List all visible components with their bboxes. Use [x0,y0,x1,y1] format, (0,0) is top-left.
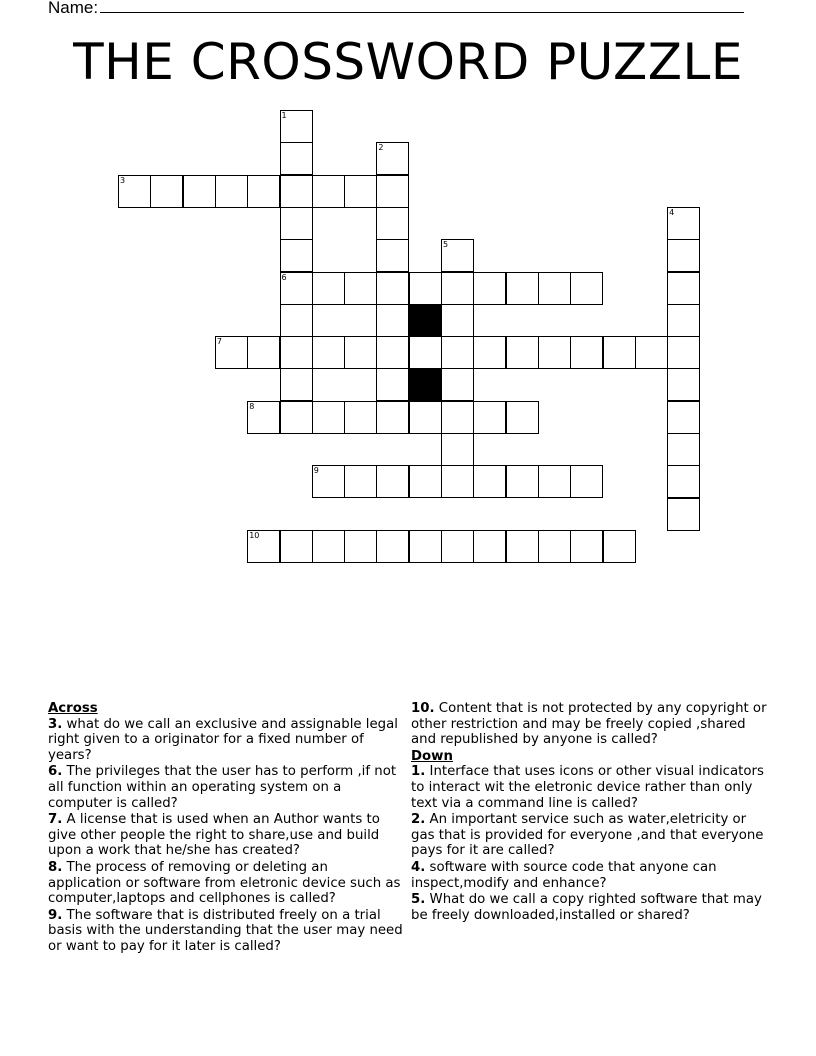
grid-cell[interactable] [667,465,700,498]
clue-across-7: 7. A license that is used when an Author wants to give other people the right to share,use and build upon a work that he/she has created? [48,812,380,859]
grid-cell[interactable] [667,433,700,466]
grid-cell[interactable] [376,304,409,337]
across-heading: Across [48,701,98,716]
name-label: Name: [48,0,99,17]
grid-cell[interactable] [667,239,700,272]
grid-cell[interactable] [667,498,700,531]
grid-cell[interactable] [376,336,409,369]
grid-cell[interactable] [376,142,409,175]
grid-cell[interactable] [538,336,571,369]
grid-cell[interactable] [247,401,280,434]
clue-number: 1 [281,111,287,120]
grid-cell[interactable] [667,368,700,401]
grid-cell[interactable] [441,239,474,272]
grid-cell[interactable] [312,336,345,369]
grid-cell[interactable] [344,465,377,498]
grid-cell[interactable] [280,207,313,240]
grid-cell[interactable] [441,401,474,434]
grid-cell[interactable] [603,336,636,369]
grid-cell[interactable] [473,465,506,498]
grid-cell[interactable] [376,401,409,434]
grid-cell[interactable] [603,530,636,563]
grid-cell[interactable] [183,175,216,208]
grid-cell[interactable] [409,272,442,305]
grid-cell[interactable] [344,272,377,305]
clue-down-1: 1. Interface that uses icons or other visual indicators to interact wit the eletronic device rather than only text via a command line is called? [411,764,764,811]
grid-cell[interactable] [344,530,377,563]
grid-cell[interactable] [667,401,700,434]
grid-cell[interactable] [280,239,313,272]
clue-across-9: 9. The software that is distributed freely on a trial basis with the understanding that the user may need or want to pay for it later is called? [48,907,403,954]
grid-cell[interactable] [570,530,603,563]
grid-cell[interactable] [667,336,700,369]
clue-number: 9 [313,466,319,476]
grid-cell[interactable] [376,207,409,240]
grid-cell[interactable] [441,433,474,466]
clue-down-4: 4. software with source code that anyone can inspect,modify and enhance? [411,859,717,891]
grid-cell[interactable] [538,272,571,305]
grid-cell[interactable] [570,272,603,305]
clue-across-3: 3. what do we call an exclusive and assignable legal right given to a originator for a fixed number of years? [48,716,398,763]
grid-cell[interactable] [635,336,668,369]
grid-cell[interactable] [506,272,539,305]
clue-down-5: 5. What do we call a copy righted software that may be freely downloaded,installed or shared? [411,892,762,923]
clues-column-right [411,701,771,924]
grid-cell[interactable] [376,368,409,401]
black-cell [409,304,442,337]
grid-cell[interactable] [312,175,345,208]
grid-cell[interactable] [441,530,474,563]
grid-cell[interactable] [215,336,248,369]
grid-cell[interactable] [667,272,700,305]
grid-cell[interactable] [280,142,313,175]
clue-across-6: 6. The privileges that the user has to perform ,if not all function within an operating system on a computer is called? [48,764,397,811]
grid-cell[interactable] [280,336,313,369]
grid-cell[interactable] [667,304,700,337]
grid-cell[interactable] [441,304,474,337]
grid-cell[interactable] [570,465,603,498]
clue-number: 10 [249,530,260,540]
grid-cell[interactable] [473,401,506,434]
grid-cell[interactable] [473,272,506,305]
grid-cell[interactable] [312,465,345,498]
grid-cell[interactable] [118,175,151,208]
clue-number: 3 [120,175,126,185]
grid-cell[interactable] [441,368,474,401]
grid-cell[interactable] [312,272,345,305]
grid-cell[interactable] [150,175,183,208]
grid-cell[interactable] [376,239,409,272]
grid-cell[interactable] [376,175,409,208]
grid-cell[interactable] [441,272,474,305]
clue-number: 6 [281,272,287,282]
grid-cell[interactable] [376,465,409,498]
black-cell [409,368,442,401]
grid-cell[interactable] [344,175,377,208]
clues-column-left [48,701,404,956]
grid-cell[interactable] [473,336,506,369]
grid-cell[interactable] [280,368,313,401]
grid-cell[interactable] [376,530,409,563]
grid-cell[interactable] [247,175,280,208]
grid-cell[interactable] [506,401,539,434]
grid-cell[interactable] [344,336,377,369]
clue-number: 8 [249,401,255,411]
grid-cell[interactable] [376,272,409,305]
grid-cell[interactable] [280,401,313,434]
grid-cell[interactable] [409,401,442,434]
grid-cell[interactable] [538,530,571,563]
clue-number: 2 [378,143,384,153]
clue-down-2: 2. An important service such as water,eletricity or gas that is provided for everyone ,and that everyone pays for it are called? [411,812,764,859]
clue-across-10: 10. Content that is not protected by any copyright or other restriction and may be freely copied ,shared and republished by anyone is called? [411,701,767,748]
grid-cell[interactable] [247,336,280,369]
grid-cell[interactable] [280,175,313,208]
page-title: THE CROSSWORD PUZZLE [73,33,743,91]
grid-cell[interactable] [312,530,345,563]
grid-cell[interactable] [409,336,442,369]
grid-cell[interactable] [506,465,539,498]
grid-cell[interactable] [344,401,377,434]
grid-cell[interactable] [409,530,442,563]
down-heading: Down [411,748,453,764]
clue-number: 4 [669,207,675,217]
clue-number: 7 [216,337,222,347]
grid-cell[interactable] [506,336,539,369]
grid-cell[interactable] [667,207,700,240]
grid-cell[interactable] [280,530,313,563]
grid-cell[interactable] [280,272,313,305]
grid-cell[interactable] [280,304,313,337]
grid-cell[interactable] [570,336,603,369]
grid-cell[interactable] [538,465,571,498]
grid-cell[interactable] [280,110,313,143]
grid-cell[interactable] [215,175,248,208]
grid-cell[interactable] [247,530,280,563]
grid-cell[interactable] [312,401,345,434]
grid-cell[interactable] [441,465,474,498]
clue-across-8: 8. The process of removing or deleting an application or software from eletronic device such as computer,laptops and cellphones is called? [48,859,401,907]
grid-cell[interactable] [409,465,442,498]
clue-number: 5 [443,240,449,250]
grid-cell[interactable] [473,530,506,563]
grid-cell[interactable] [506,530,539,563]
grid-cell[interactable] [441,336,474,369]
